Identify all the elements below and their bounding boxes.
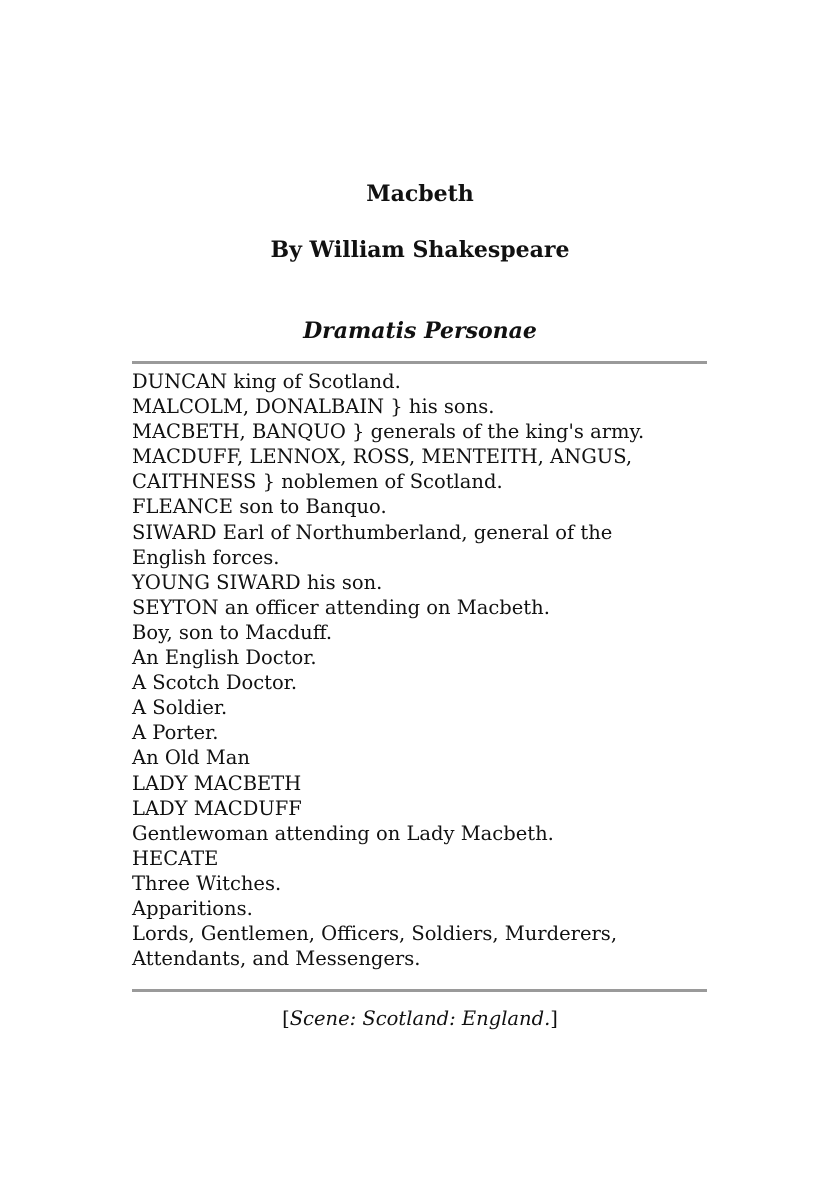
scene-text: Scene: Scotland: England. — [289, 1007, 551, 1030]
play-title: Macbeth — [366, 181, 474, 207]
cast-line: Boy, son to Macduff. — [132, 620, 333, 644]
scene-open-bracket: [ — [282, 1007, 290, 1030]
cast-line: HECATE — [132, 846, 219, 870]
cast-line: LADY MACBETH — [132, 771, 302, 795]
bottom-divider — [132, 989, 707, 992]
cast-line: Three Witches. — [132, 871, 282, 895]
cast-line: FLEANCE son to Banquo. — [132, 495, 387, 519]
cast-line: Apparitions. — [132, 896, 253, 920]
cast-line: CAITHNESS } noblemen of Scotland. — [132, 470, 503, 494]
cast-line: DUNCAN king of Scotland. — [132, 370, 401, 393]
cast-line: Attendants, and Messengers. — [132, 947, 421, 971]
cast-line: MACBETH, BANQUO } generals of the king's army. — [132, 420, 645, 444]
cast-line: Gentlewoman attending on Lady Macbeth. — [132, 821, 554, 845]
cast-line: MACDUFF, LENNOX, ROSS, MENTEITH, ANGUS, — [132, 445, 633, 469]
author-line: By William Shakespeare — [270, 237, 570, 263]
cast-line: An English Doctor. — [132, 646, 317, 670]
cast-list — [132, 369, 707, 971]
scene-note — [0, 1006, 840, 1032]
cast-line: A Porter. — [132, 721, 219, 745]
dramatis-personae-heading: Dramatis Personae — [303, 318, 537, 344]
cast-line: MALCOLM, DONALBAIN } his sons. — [132, 395, 495, 419]
cast-line: A Scotch Doctor. — [132, 671, 298, 695]
cast-line: SIWARD Earl of Northumberland, general of the — [132, 520, 613, 544]
cast-line: YOUNG SIWARD his son. — [132, 570, 383, 594]
top-divider — [132, 361, 707, 364]
cast-line: SEYTON an officer attending on Macbeth. — [132, 595, 550, 619]
scene-close-bracket: ] — [550, 1007, 558, 1030]
cast-line: Lords, Gentlemen, Officers, Soldiers, Murderers, — [132, 922, 618, 946]
cast-line: LADY MACDUFF — [132, 796, 302, 820]
cast-line: A Soldier. — [132, 696, 228, 720]
cast-line: An Old Man — [132, 746, 250, 770]
cast-line: English forces. — [132, 545, 280, 569]
